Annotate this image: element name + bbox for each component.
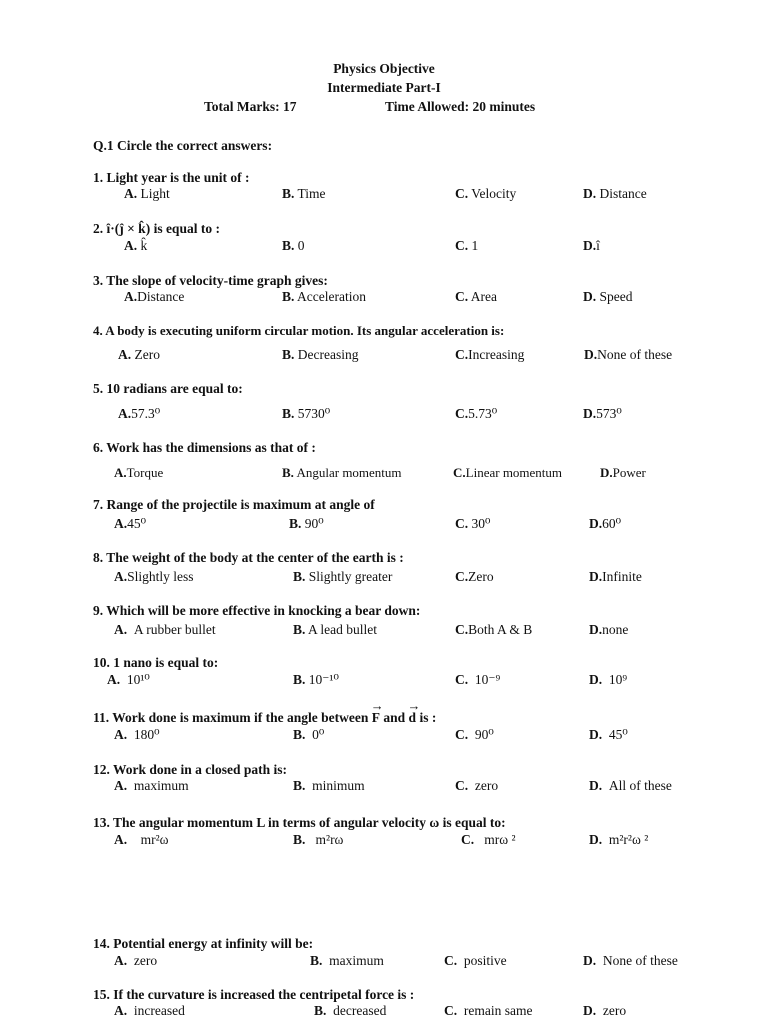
option-d: D. Speed xyxy=(583,289,633,304)
option-a: A.45⁰ xyxy=(114,516,147,531)
option-a: A.Torque xyxy=(114,465,164,480)
question-13: 13. The angular momentum L in terms of angular velocity ω is equal to: xyxy=(93,815,506,830)
option-a: A. 180⁰ xyxy=(114,727,160,742)
time-allowed: Time Allowed: 20 minutes xyxy=(385,99,536,114)
option-a: A. A rubber bullet xyxy=(114,622,216,637)
option-d: D.Power xyxy=(600,465,646,480)
option-d: D.573⁰ xyxy=(583,406,622,421)
vector-d: → d xyxy=(407,698,421,725)
question-12: 12. Work done in a closed path is: xyxy=(93,762,288,777)
option-d: D. None of these xyxy=(583,953,678,968)
option-a: A. k̂ xyxy=(124,238,148,253)
option-c: C.Zero xyxy=(455,569,494,584)
option-a: A. mr²ω xyxy=(114,832,169,847)
option-a: A. zero xyxy=(114,953,158,968)
question-6: 6. Work has the dimensions as that of : xyxy=(93,440,316,455)
option-b: B. Angular momentum xyxy=(282,465,402,480)
option-c: C.Both A & B xyxy=(455,622,533,637)
option-b: B. Acceleration xyxy=(282,289,366,304)
vector-arrow-icon: → xyxy=(407,698,421,713)
question-1: 1. Light year is the unit of : xyxy=(93,170,250,185)
option-d: D.î xyxy=(583,238,600,253)
option-b: B. 0 xyxy=(282,238,305,253)
question-2: 2. î·(ĵ × k̂) is equal to : xyxy=(93,221,220,236)
question-9: 9. Which will be more effective in knocking a bear down: xyxy=(93,603,421,618)
exam-title: Physics Objective xyxy=(333,61,435,76)
total-marks: Total Marks: 17 xyxy=(204,99,297,114)
option-d: D.None of these xyxy=(584,347,673,362)
question-5: 5. 10 radians are equal to: xyxy=(93,381,243,396)
option-b: B. decreased xyxy=(314,1003,387,1018)
option-b: B. 90⁰ xyxy=(289,516,324,531)
option-c: C. 10⁻⁹ xyxy=(455,672,501,687)
vector-f: → F xyxy=(370,698,384,725)
option-a: A.Distance xyxy=(124,289,185,304)
question-3: 3. The slope of velocity-time graph gives: xyxy=(93,273,328,288)
option-a: A. increased xyxy=(114,1003,185,1018)
option-c: C. 1 xyxy=(455,238,479,253)
option-d: D. Distance xyxy=(583,186,647,201)
question-4: 4. A body is executing uniform circular motion. Its angular acceleration is: xyxy=(93,323,505,338)
option-a: A. Light xyxy=(124,186,170,201)
question-14: 14. Potential energy at infinity will be: xyxy=(93,936,314,951)
question-15: 15. If the curvature is increased the centripetal force is : xyxy=(93,987,415,1002)
option-c: C. Area xyxy=(455,289,497,304)
option-b: B. maximum xyxy=(310,953,384,968)
option-b: B. A lead bullet xyxy=(293,622,378,637)
option-b: B. minimum xyxy=(293,778,365,793)
exam-subtitle: Intermediate Part-I xyxy=(327,80,441,95)
question-8: 8. The weight of the body at the center of the earth is : xyxy=(93,550,404,565)
vector-arrow-icon: → xyxy=(370,698,384,713)
option-c: C.5.73⁰ xyxy=(455,406,498,421)
option-d: D.none xyxy=(589,622,629,637)
question-10: 10. 1 nano is equal to: xyxy=(93,655,219,670)
option-b: B. Time xyxy=(282,186,326,201)
option-b: B. m²rω xyxy=(293,832,344,847)
option-c: C. positive xyxy=(444,953,507,968)
option-a: A.57.3⁰ xyxy=(118,406,161,421)
section-instruction: Q.1 Circle the correct answers: xyxy=(93,138,273,153)
option-d: D. All of these xyxy=(589,778,672,793)
option-c: C. Velocity xyxy=(455,186,517,201)
option-b: B. Decreasing xyxy=(282,347,359,362)
option-a: A. maximum xyxy=(114,778,189,793)
option-c: C. 90⁰ xyxy=(455,727,494,742)
option-c: C.Increasing xyxy=(455,347,525,362)
option-d: D.60⁰ xyxy=(589,516,622,531)
option-b: B. 10⁻¹⁰ xyxy=(293,672,339,687)
option-c: C. remain same xyxy=(444,1003,533,1018)
option-d: D. m²r²ω ² xyxy=(589,832,649,847)
option-b: B. Slightly greater xyxy=(293,569,393,584)
option-d: D. zero xyxy=(583,1003,627,1018)
option-a: A.Slightly less xyxy=(114,569,194,584)
option-d: D.Infinite xyxy=(589,569,642,584)
question-11: 11. Work done is maximum if the angle between → F and → d is : xyxy=(93,698,437,725)
option-c: C. zero xyxy=(455,778,499,793)
option-d: D. 45⁰ xyxy=(589,727,628,742)
option-c: C.Linear momentum xyxy=(453,465,563,480)
option-b: B. 0⁰ xyxy=(293,727,325,742)
option-a: A. Zero xyxy=(118,347,160,362)
option-d: D. 10⁹ xyxy=(589,672,628,687)
option-a: A. 10¹⁰ xyxy=(107,672,150,687)
option-c: C. 30⁰ xyxy=(455,516,491,531)
option-c: C. mrω ² xyxy=(461,832,516,847)
option-b: B. 5730⁰ xyxy=(282,406,331,421)
question-7: 7. Range of the projectile is maximum at angle of xyxy=(93,497,375,512)
